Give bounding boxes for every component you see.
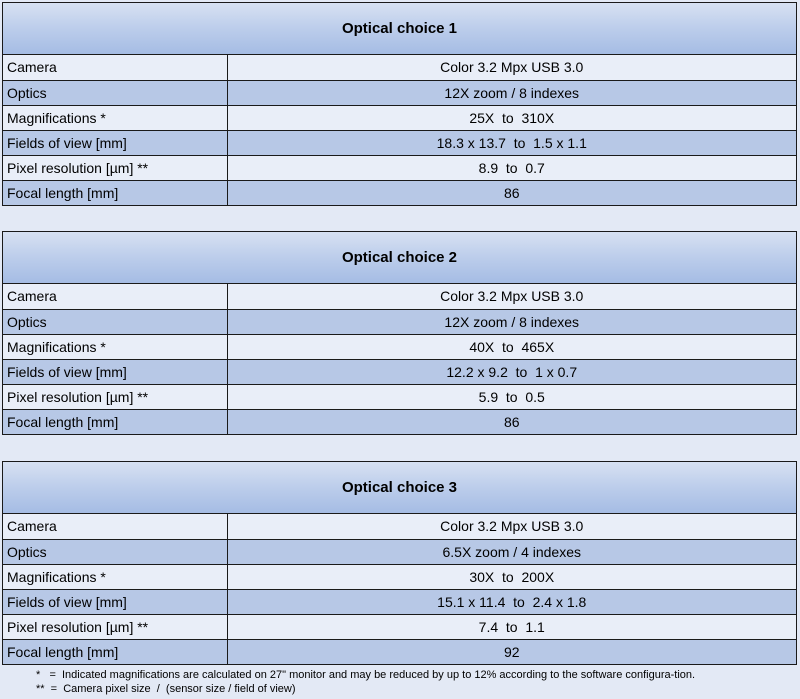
table-row [3,409,796,434]
row-value: 86 [227,180,796,205]
table-row [3,55,796,80]
optical-choice-2-table [2,231,797,435]
table-row [3,80,796,105]
row-value: 30X to 200X [227,564,796,589]
optical-choice-1-table [2,2,797,206]
table-row [3,589,796,614]
row-value: Color 3.2 Mpx USB 3.0 [227,284,796,309]
row-value: 92 [227,639,796,664]
row-label: Magnifications * [3,105,227,130]
table-row [3,105,796,130]
row-label: Fields of view [mm] [3,130,227,155]
table-row [3,384,796,409]
row-value: 25X to 310X [227,105,796,130]
table-row [3,359,796,384]
row-value: Color 3.2 Mpx USB 3.0 [227,55,796,80]
row-value: Color 3.2 Mpx USB 3.0 [227,514,796,539]
row-label: Camera [3,55,227,80]
table-row [3,309,796,334]
row-value: 12.2 x 9.2 to 1 x 0.7 [227,359,796,384]
row-label: Optics [3,309,227,334]
table-row [3,155,796,180]
row-value: 12X zoom / 8 indexes [227,309,796,334]
table-row [3,180,796,205]
table-row [3,539,796,564]
row-label: Fields of view [mm] [3,589,227,614]
row-value: 40X to 465X [227,334,796,359]
table-row [3,284,796,309]
row-value: 7.4 to 1.1 [227,614,796,639]
table-title: Optical choice 1 [3,3,796,55]
row-label: Fields of view [mm] [3,359,227,384]
row-value: 18.3 x 13.7 to 1.5 x 1.1 [227,130,796,155]
row-label: Pixel resolution [µm] ** [3,155,227,180]
row-value: 86 [227,409,796,434]
row-label: Focal length [mm] [3,639,227,664]
row-value: 12X zoom / 8 indexes [227,80,796,105]
row-label: Pixel resolution [µm] ** [3,384,227,409]
footnote-magnification: * = Indicated magnifications are calculated on 27" monitor and may be reduced by up to 12% according to the software configura-tion. [36,669,696,681]
row-label: Magnifications * [3,564,227,589]
row-label: Camera [3,284,227,309]
row-label: Focal length [mm] [3,180,227,205]
row-label: Focal length [mm] [3,409,227,434]
table-row [3,564,796,589]
row-value: 15.1 x 11.4 to 2.4 x 1.8 [227,589,796,614]
row-label: Pixel resolution [µm] ** [3,614,227,639]
table-title: Optical choice 3 [3,462,796,514]
row-value: 8.9 to 0.7 [227,155,796,180]
table-row [3,614,796,639]
row-value: 6.5X zoom / 4 indexes [227,539,796,564]
footnotes [36,668,695,696]
row-label: Optics [3,80,227,105]
row-label: Optics [3,539,227,564]
optical-choice-3-table [2,461,797,665]
table-row [3,334,796,359]
table-title: Optical choice 2 [3,232,796,284]
table-row [3,639,796,664]
row-value: 5.9 to 0.5 [227,384,796,409]
row-label: Magnifications * [3,334,227,359]
table-row [3,130,796,155]
footnote-pixel-resolution: ** = Camera pixel size / (sensor size / field of view) [36,683,296,695]
table-row [3,514,796,539]
row-label: Camera [3,514,227,539]
